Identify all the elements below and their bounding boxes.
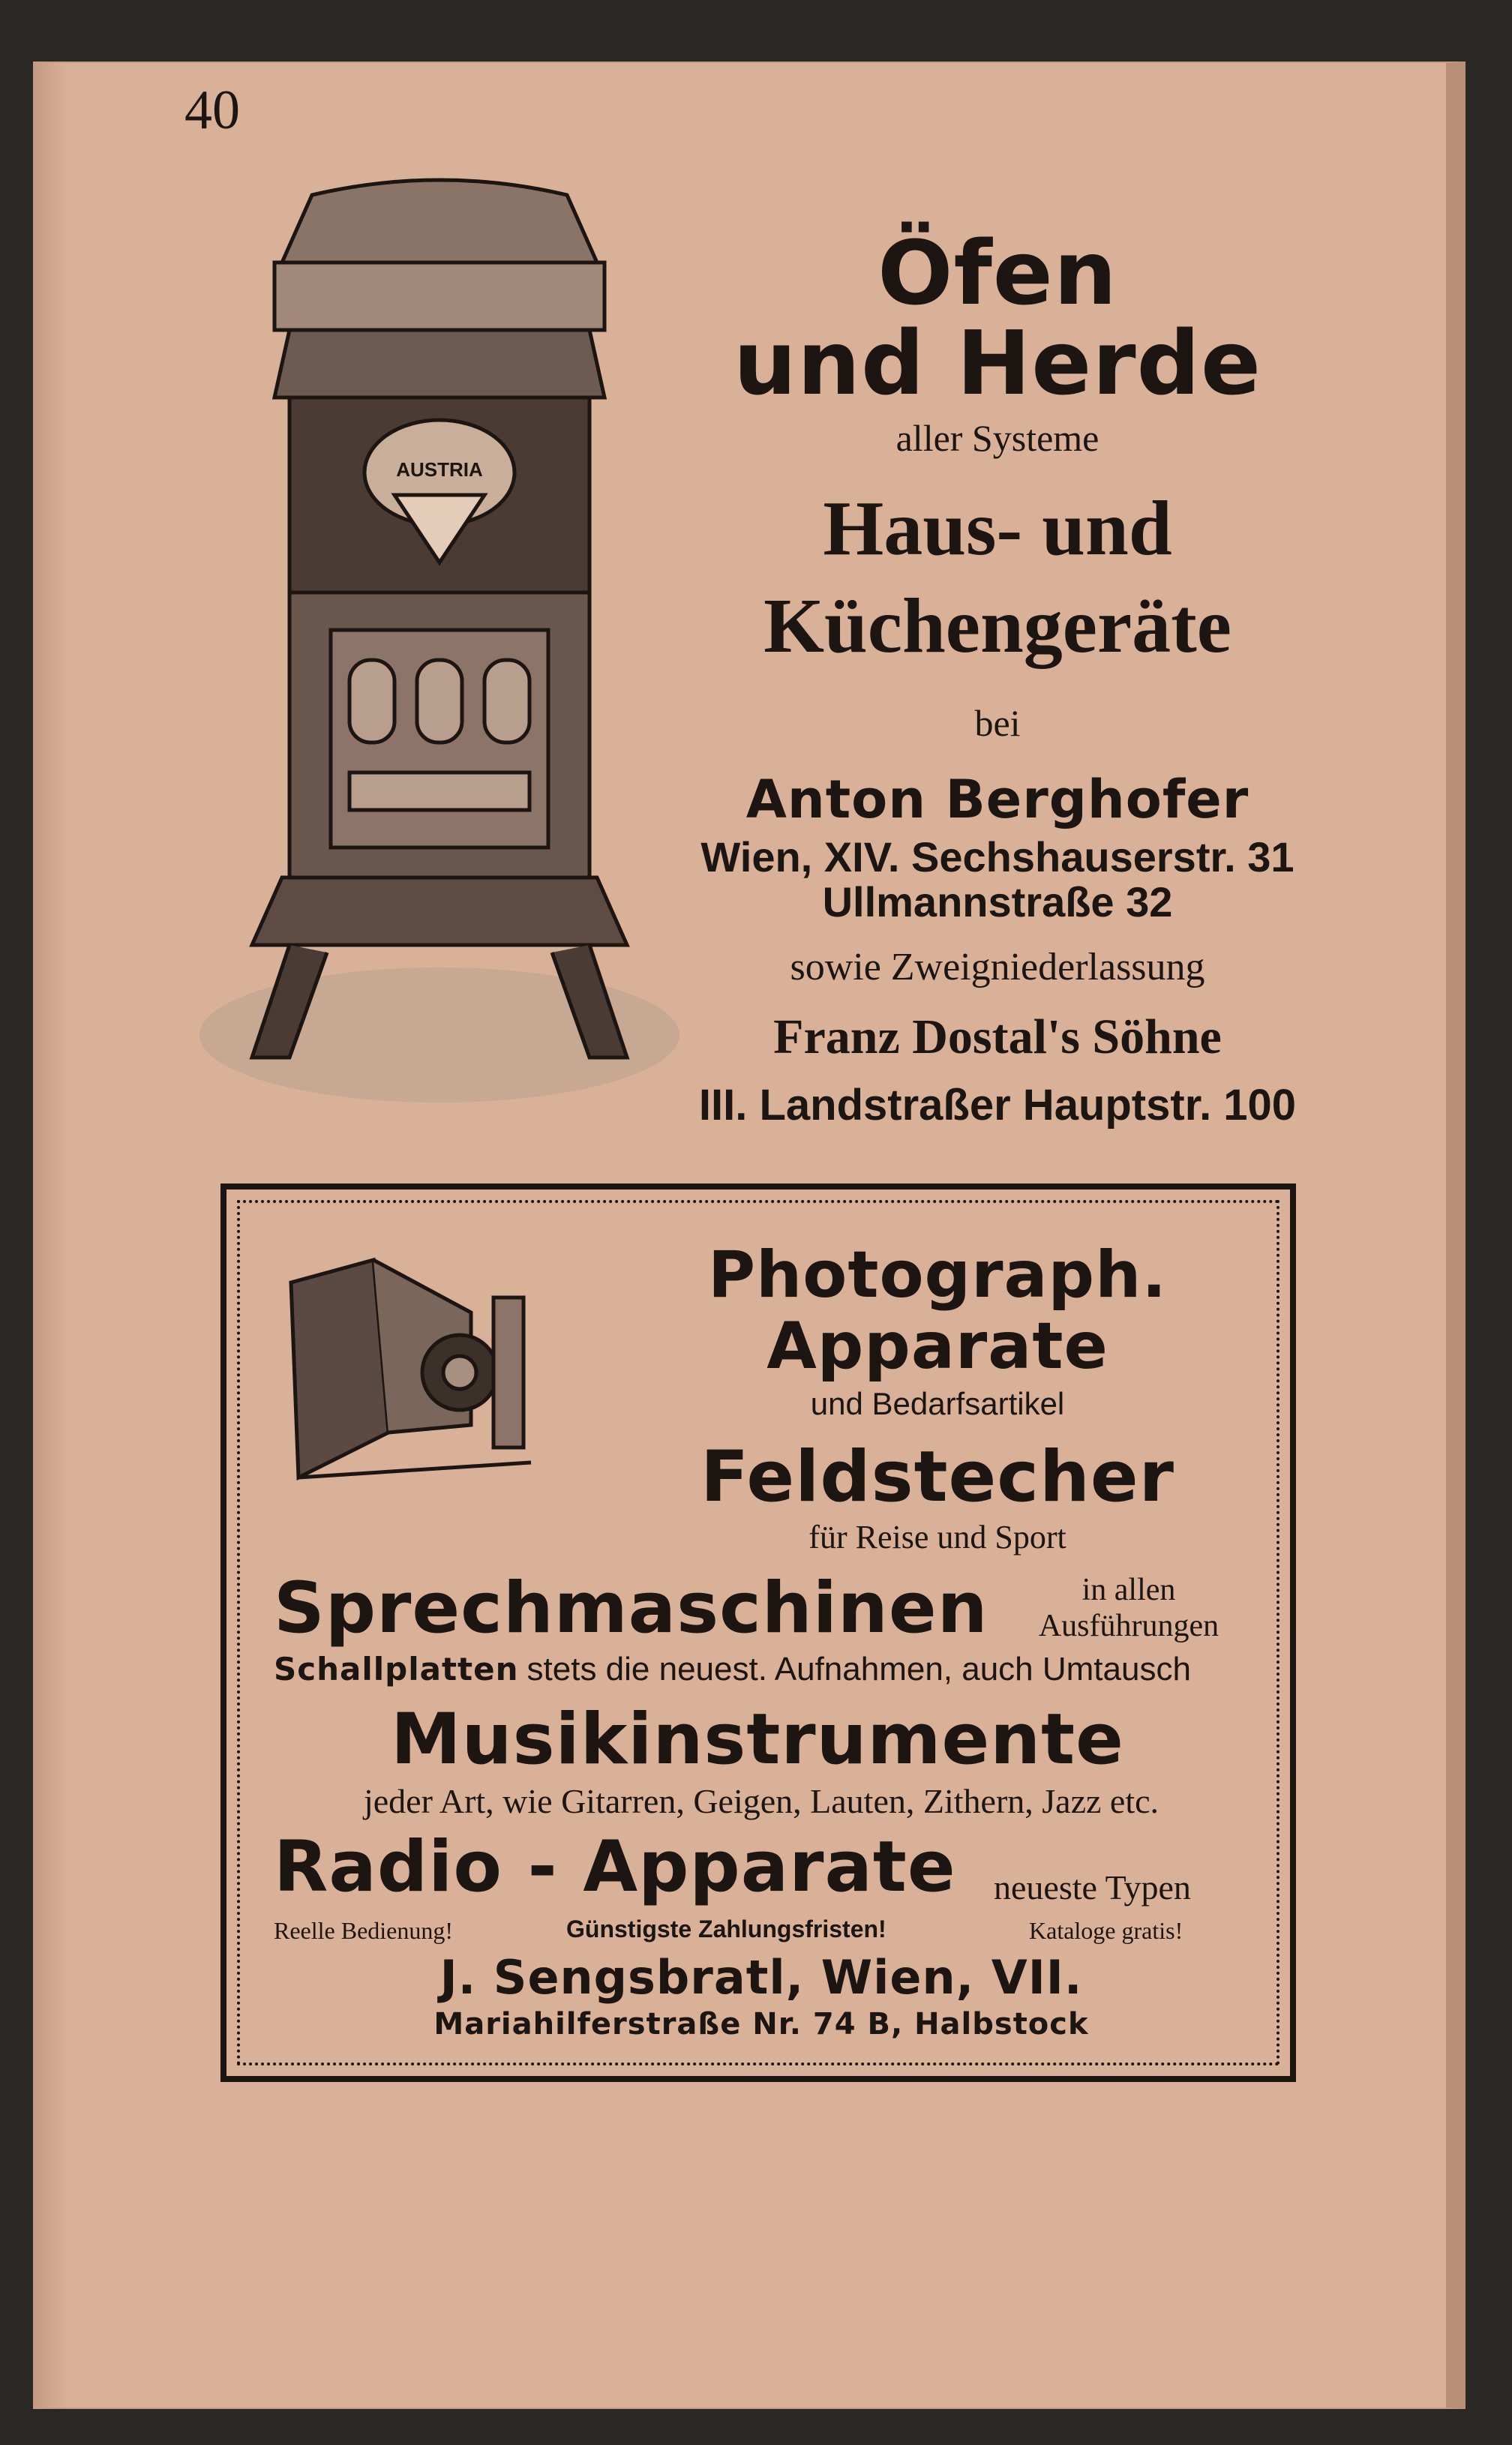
ad1-bei: bei: [974, 702, 1021, 744]
ad1-sub1: aller Systeme: [896, 417, 1100, 459]
ad1-heading-line2: und Herde: [733, 311, 1262, 415]
ad2-line5: [274, 1650, 1191, 1688]
camera-illustration-icon: [284, 1252, 542, 1492]
ad1-company: Anton Berghofer: [746, 769, 1250, 830]
ad2-company: J. Sengsbratl, Wien, VII.: [440, 1950, 1083, 2005]
ad1-address-2: Ullmannstraße 32: [822, 878, 1173, 926]
ad2-line7: Radio - Apparate: [274, 1826, 956, 1908]
ad2-line4: Sprechmaschinen: [274, 1568, 988, 1649]
ad2-line6: Musikinstrumente: [391, 1699, 1124, 1780]
ad1-branch-address: III. Landstraßer Hauptstr. 100: [698, 1081, 1297, 1130]
ad2-line2: Apparate: [766, 1309, 1108, 1384]
ad1-heading2-line1: Haus- und: [823, 485, 1172, 572]
page-number: 40: [184, 80, 240, 141]
ad2-line7-note: neueste Typen: [994, 1868, 1191, 1906]
ad1-address-1: Wien, XIV. Sechshauserstr. 31: [700, 833, 1294, 880]
ad2-line6-sub: jeder Art, wie Gitarren, Geigen, Lauten, Zithern, Jazz etc.: [363, 1782, 1160, 1820]
ad2-line3-sub: für Reise und Sport: [808, 1519, 1066, 1556]
ad2-line2-sub: und Bedarfsartikel: [810, 1386, 1065, 1421]
ad2-line4-note1: in allen: [1082, 1573, 1176, 1607]
ad2-line1: Photograph.: [708, 1238, 1167, 1312]
ad2-line3: Feldstecher: [700, 1436, 1175, 1518]
stove-badge: AUSTRIA: [396, 458, 483, 481]
ad1-heading2-line2: Küchengeräte: [764, 583, 1232, 669]
ad2-address: Mariahilferstraße Nr. 74 B, Halbstock: [434, 2007, 1089, 2042]
stove-illustration-icon: [177, 172, 702, 1125]
ad2-note-a: Reelle Bedienung!: [274, 1917, 454, 1944]
ad2-line5-bold: Schallplatten: [274, 1651, 519, 1688]
ad2-note-b: Günstigste Zahlungsfristen!: [566, 1916, 886, 1942]
ad1-branch: Franz Dostal's Söhne: [773, 1010, 1222, 1064]
ad1-branch-intro: sowie Zweigniederlassung: [790, 946, 1205, 988]
ad2-note-c: Kataloge gratis!: [1029, 1917, 1184, 1944]
ad2-line4-note2: Ausführungen: [1038, 1609, 1220, 1643]
ad2-line5-rest: stets die neuest. Aufnahmen, auch Umtausch: [526, 1651, 1191, 1688]
ad1-heading-line1: Öfen: [878, 221, 1118, 325]
